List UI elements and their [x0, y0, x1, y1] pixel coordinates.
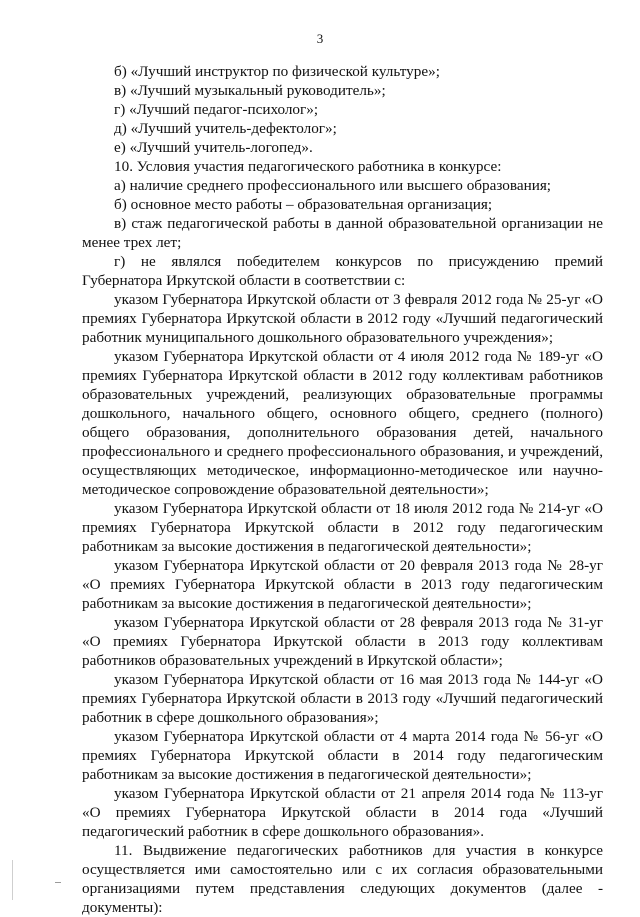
condition-b: б) основное место работы – образовательная организация;: [114, 196, 493, 213]
document-body: [82, 62, 603, 917]
section-11-paragraph: 11. Выдвижение педагогических работников для участия в конкурсе осуществляется ими самостоятельно или с их согласия образовательными организациями путем представления следующих документов (далее - документы):: [82, 842, 603, 916]
list-item-b: б) «Лучший инструктор по физической культуре»;: [114, 63, 440, 80]
scan-artifact: [12, 860, 13, 900]
condition-v: в) стаж педагогической работы в данной образовательной организации не менее трех лет;: [82, 215, 603, 251]
list-item-g: г) «Лучший педагог-психолог»;: [114, 101, 319, 118]
list-item-d: д) «Лучший учитель-дефектолог»;: [114, 120, 337, 137]
condition-a: а) наличие среднего профессионального или высшего образования;: [114, 177, 552, 194]
decree-paragraph: указом Губернатора Иркутской области от 21 апреля 2014 года № 113-уг «О премиях Губернатора Иркутской области в 2014 года «Лучший педагогический работник в сфере дошкольного образования».: [82, 785, 603, 840]
decree-paragraph: указом Губернатора Иркутской области от 4 марта 2014 года № 56-уг «О премиях Губернатора Иркутской области в 2014 году педагогическим работникам за высокие достижения в педагогической деятельности»;: [82, 728, 603, 783]
condition-g: г) не являлся победителем конкурсов по присуждению премий Губернатора Иркутской области в соответствии с:: [82, 253, 603, 289]
decree-paragraph: указом Губернатора Иркутской области от 20 февраля 2013 года № 28-уг «О премиях Губернатора Иркутской области в 2013 году педагогическим работникам за высокие достижения в педагогической деятельности»;: [82, 557, 603, 612]
decree-paragraph: указом Губернатора Иркутской области от 16 мая 2013 года № 144-уг «О премиях Губернатора Иркутской области в 2013 году «Лучший педагогический работник в сфере дошкольного образования»;: [82, 671, 603, 726]
scan-artifact: [55, 882, 61, 883]
decree-paragraph: указом Губернатора Иркутской области от 4 июля 2012 года № 189-уг «О премиях Губернатора Иркутской области в 2012 году коллективам работников образовательных учреждений, реализующих образовательные программы дошкольного, начального общего, основного общего, среднего (полного) общего образования, дополнительного образования детей, начального профессионального и среднего профессионального образования, и учреждений, осуществляющих методическое, информационно-методическое или научно-методическое сопровождение образовательной деятельности»;: [82, 348, 603, 498]
section-10-heading: 10. Условия участия педагогического работника в конкурсе:: [114, 158, 502, 175]
decree-paragraph: указом Губернатора Иркутской области от 28 февраля 2013 года № 31-уг «О премиях Губернатора Иркутской области в 2013 году коллективам работников образовательных учреждений в Иркутской области»;: [82, 614, 603, 669]
decree-paragraph: указом Губернатора Иркутской области от 3 февраля 2012 года № 25-уг «О премиях Губернатора Иркутской области в 2012 году «Лучший педагогический работник муниципального дошкольного образовательного учреждения»;: [82, 291, 603, 346]
list-item-e: е) «Лучший учитель-логопед».: [114, 139, 313, 156]
list-item-v: в) «Лучший музыкальный руководитель»;: [114, 82, 386, 99]
page-number: 3: [316, 31, 324, 46]
decree-paragraph: указом Губернатора Иркутской области от 18 июля 2012 года № 214-уг «О премиях Губернатора Иркутской области в 2012 году педагогическим работникам за высокие достижения в педагогической деятельности»;: [82, 500, 603, 555]
